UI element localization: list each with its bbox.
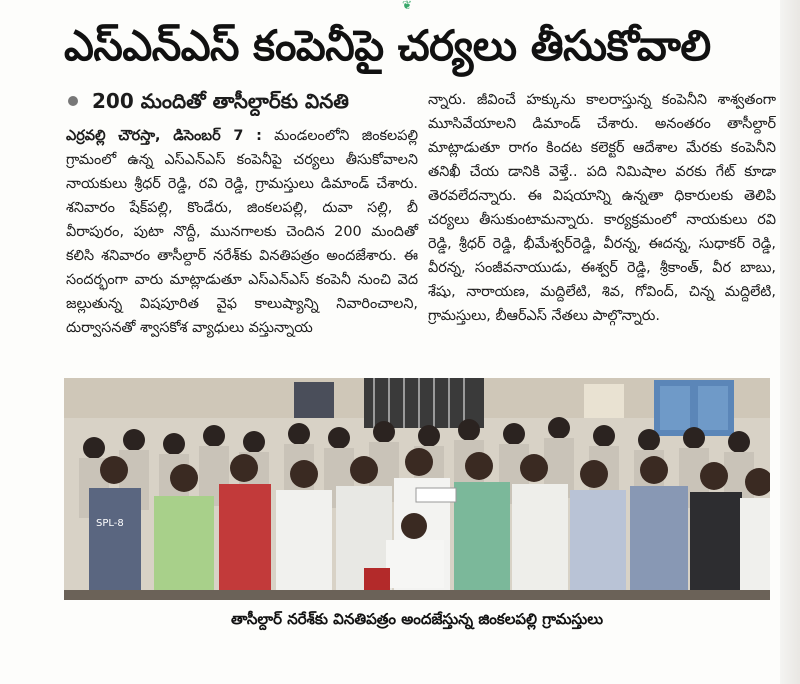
news-photo — [64, 378, 770, 600]
article-subheadline — [66, 86, 418, 116]
article-body-right: న్నారు. జీవించే హక్కును కాలరాస్తున్న కంపెనీని శాశ్వతంగా మూసివేయాలని డిమాండ్ చేశారు. అనంతరం తాసీల్దార్ మాట్లాడుతూ రాగం కిందట కలెక్టర్ ఆదేశాల మేరకు కంపెనీని తనిఖీ చేయ డానికి వెళ్తే.. పది నిమిషాల వరకు గేట్ కూడా తెరవలేదన్నారు. ఈ విషయాన్ని ఉన్నతా ధికారులకు తెలిపి చర్యలు తీసుకుంటామన్నారు. కార్యక్రమంలో నాయకులు రవి రెడ్డి, శ్రీధర్ రెడ్డి, భీమేశ్వర్‌రెడ్డి, వీరన్న, ఈదన్న, సుధాకర్ రెడ్డి, వీరన్న, సంజీవనాయుడు, ఈశ్వర్ రెడ్డి, శ్రీకాంత్, వీర బాబు, శేషు, నారాయణ, మద్దిలేటి, శివ, గోవింద్, చిన్న మద్దిలేటి, గ్రామస్తులు, బీఆర్ఎస్ నేతలు పాల్గొన్నారు. — [428, 92, 776, 324]
article-right-column — [428, 88, 776, 328]
subheadline-text: 200 మందితో తాసీల్దార్‌కు వినతి — [92, 89, 349, 113]
photo-caption: తాసీల్దార్ నరేశ్‌కు వినతిపత్రం అందజేస్తున్న జింకలపల్లి గ్రామస్తులు — [230, 610, 604, 628]
group-photo-illustration — [64, 378, 770, 600]
leaf-logo-icon: ❦ — [401, 0, 413, 12]
page-edge — [780, 0, 800, 684]
bullet-icon — [68, 96, 78, 106]
shirt-label: SPL-8 — [96, 518, 124, 529]
article-headline: ఎస్ఎన్ఎస్ కంపెనీపై చర్యలు తీసుకోవాలి — [64, 21, 711, 70]
article-body-left: మండలంలోని జింకలపల్లి గ్రామంలో ఉన్న ఎస్ఎన్ఎస్ కంపెనీపై చర్యలు తీసుకోవాలని నాయకులు శ్రీధర్ రెడ్డి, రవి రెడ్డి, గ్రామస్తులు డిమాండ్ చేశారు. శనివారం షేక్‌పల్లి, కొండేరు, జింకలపల్లి, దువా సల్లి, బీ వీరాపురం, పుటా నొద్దీ, మునగాలకు చెందిన 200 మందితో కలిసి శనివారం తాసీల్దార్ నరేశ్‌కు వినతిపత్రం అందజేశారు. ఈ సందర్భంగా వారు మాట్లాడుతూ ఎస్ఎన్ఎస్ కంపెనీ నుంచి వెద జల్లుతున్న విషపూరిత వైఫ కాలుష్యాన్ని నివారించాలని, దుర్వాసనతో శ్వాసకోశ వ్యాధులు వస్తున్నాయ — [66, 128, 419, 336]
article-left-column — [66, 86, 418, 340]
article-dateline: ఎర్రవల్లి చౌరస్తా, డిసెంబర్ 7 : — [66, 128, 262, 144]
